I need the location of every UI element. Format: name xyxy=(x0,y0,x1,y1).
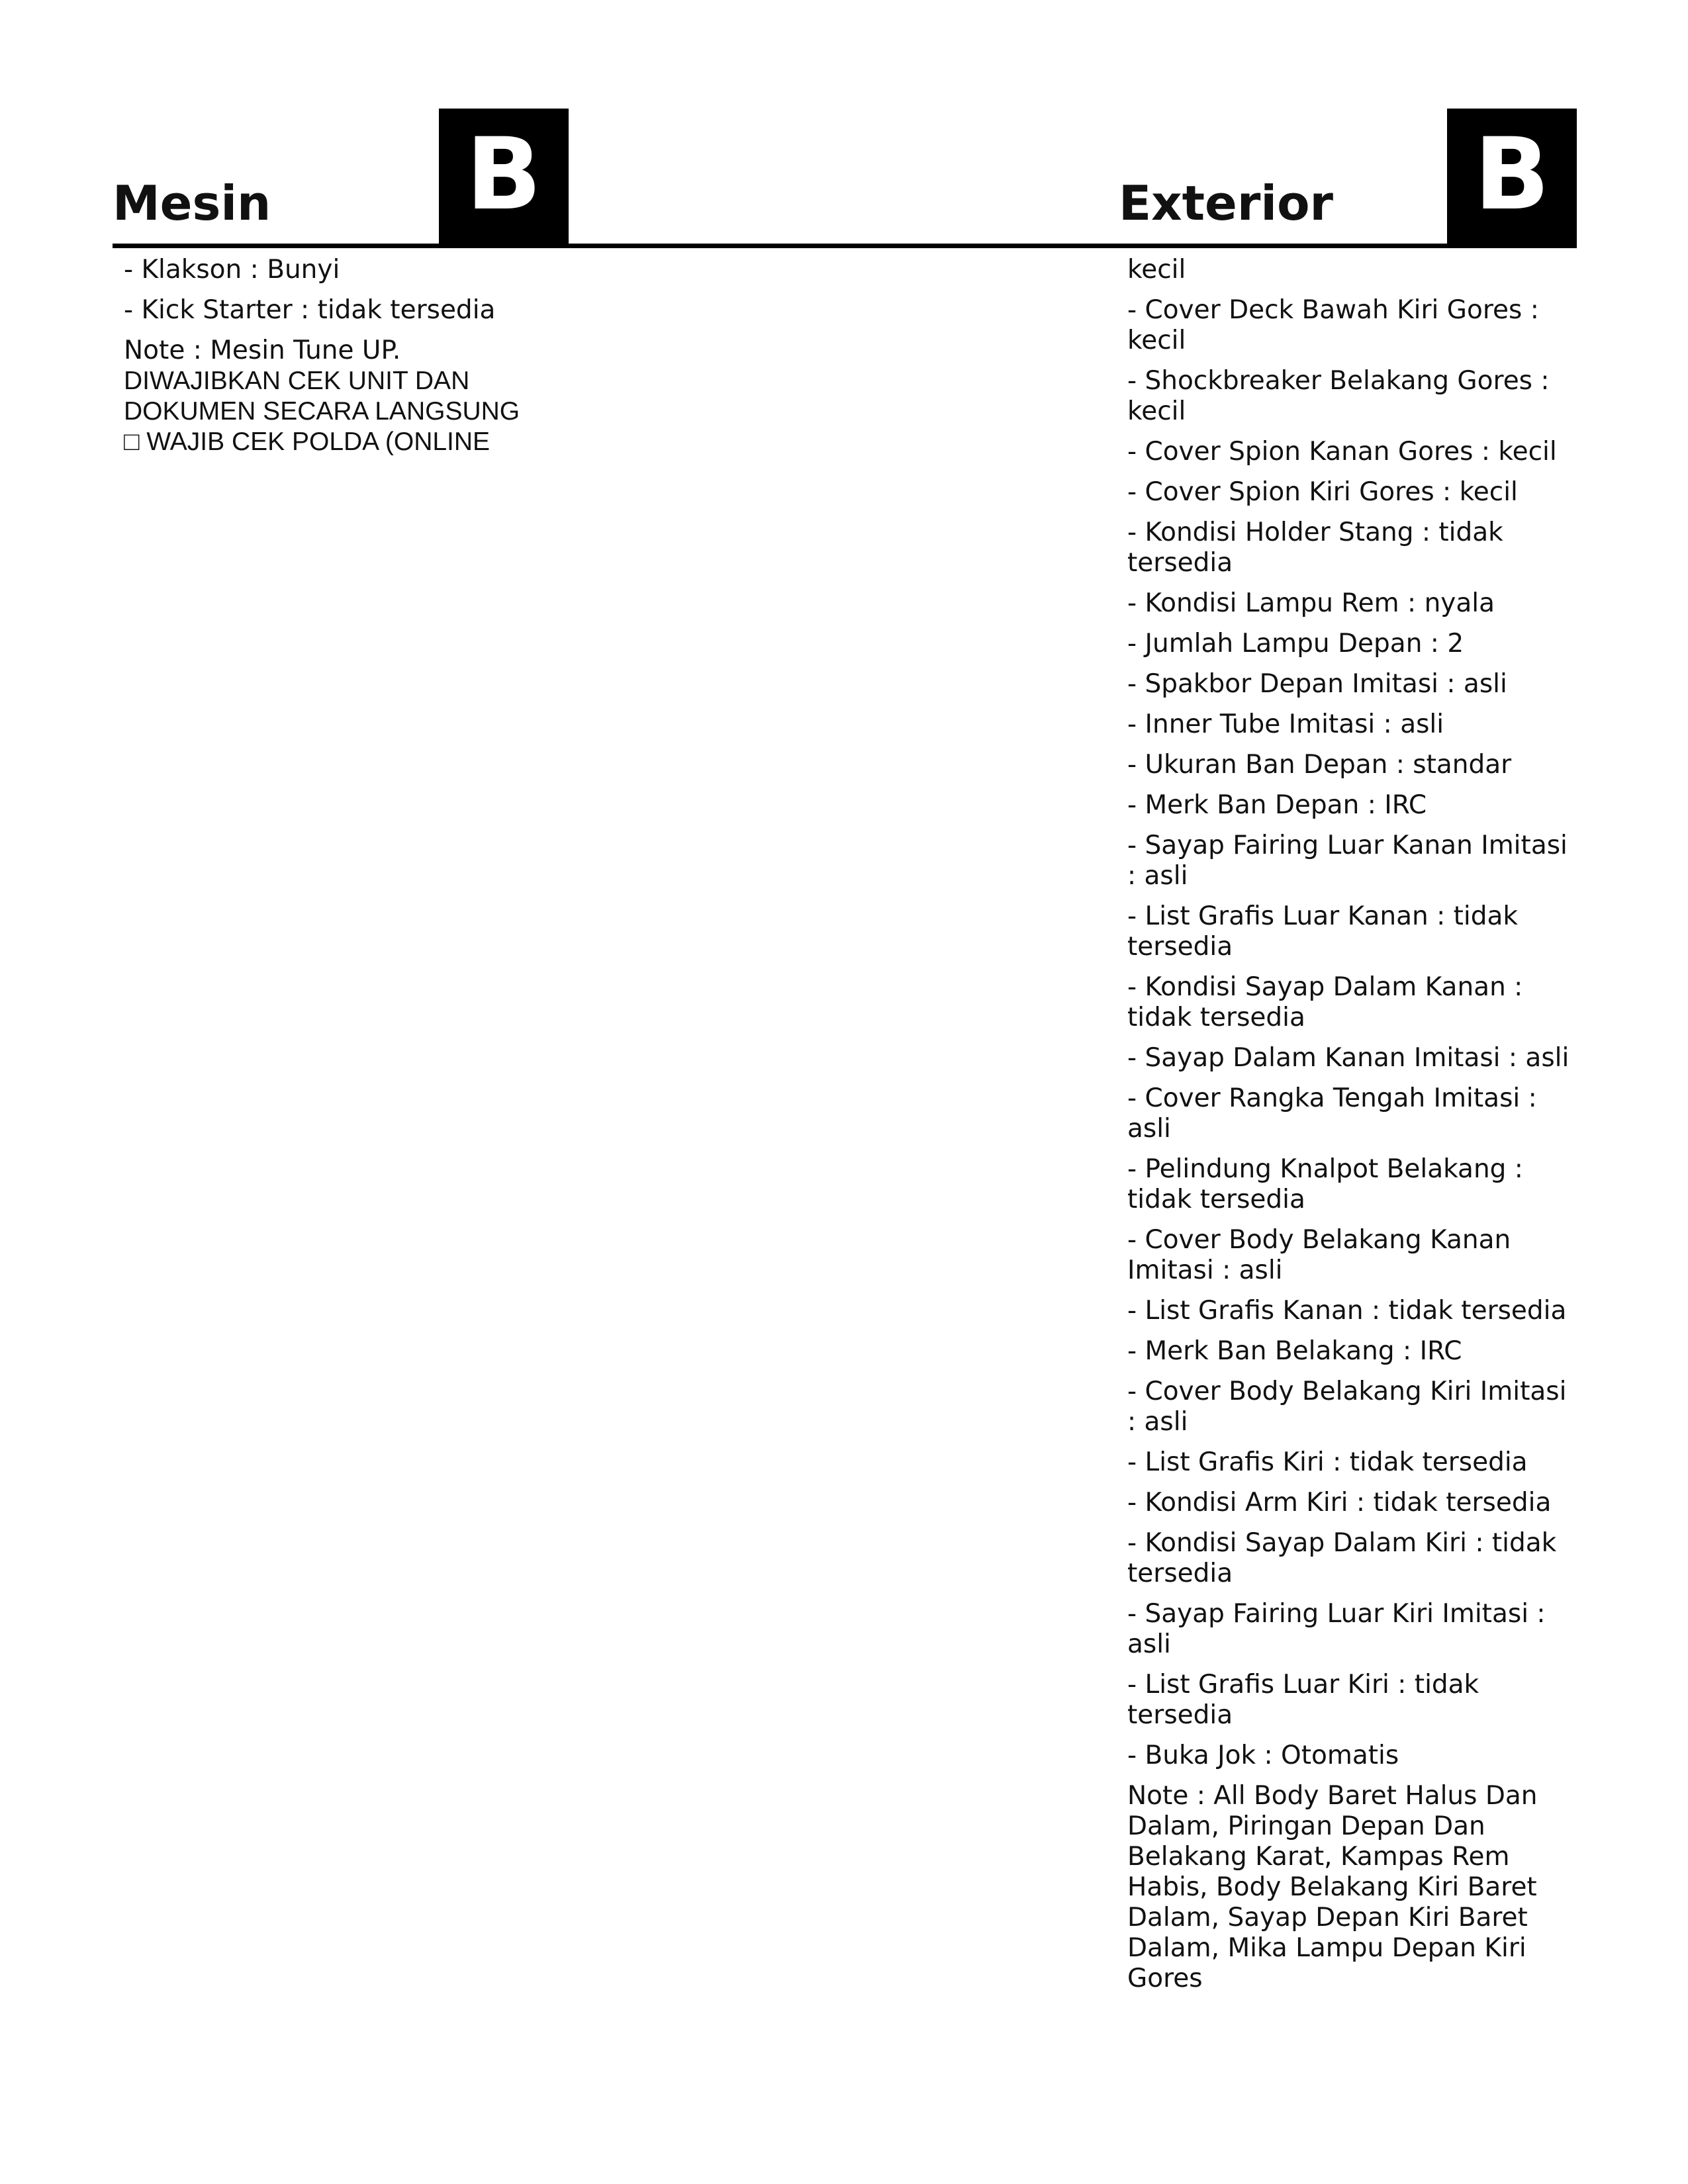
exterior-item: - Sayap Dalam Kanan Imitasi : asli xyxy=(1127,1043,1570,1073)
exterior-item: - Merk Ban Belakang : IRC xyxy=(1127,1336,1462,1366)
exterior-item: - List Grafis Luar Kanan : tidak tersedia xyxy=(1127,901,1518,962)
header-divider xyxy=(113,244,1577,248)
exterior-item: - Merk Ban Depan : IRC xyxy=(1127,790,1427,820)
section-title-mesin: Mesin xyxy=(113,175,271,231)
exterior-item: - Kondisi Sayap Dalam Kiri : tidak tersedia xyxy=(1127,1528,1557,1588)
grade-badge-exterior: B xyxy=(1447,109,1577,245)
exterior-item: - Cover Spion Kiri Gores : kecil xyxy=(1127,477,1518,507)
exterior-note: Note : All Body Baret Halus Dan Dalam, Piringan Depan Dan Belakang Karat, Kampas Rem Habis, Body Belakang Kiri Baret Dalam, Sayap Depan Kiri Baret Dalam, Mika Lampu Depan Kiri Gores xyxy=(1127,1781,1538,1993)
exterior-item: - Cover Deck Bawah Kiri Gores : kecil xyxy=(1127,295,1539,355)
exterior-item: - Ukuran Ban Depan : standar xyxy=(1127,750,1512,780)
exterior-item: - Jumlah Lampu Depan : 2 xyxy=(1127,629,1464,659)
exterior-item: - Spakbor Depan Imitasi : asli xyxy=(1127,669,1507,699)
exterior-item: - List Grafis Kiri : tidak tersedia xyxy=(1127,1447,1528,1477)
exterior-item: - List Grafis Luar Kiri : tidak tersedia xyxy=(1127,1670,1479,1730)
mesin-note-line: Note : Mesin Tune UP. xyxy=(124,336,401,365)
exterior-item: - Buka Jok : Otomatis xyxy=(1127,1741,1399,1770)
exterior-item: - Cover Body Belakang Kiri Imitasi : asli xyxy=(1127,1377,1567,1437)
exterior-item: - Cover Body Belakang Kanan Imitasi : asli xyxy=(1127,1225,1511,1285)
mesin-note-line: DOKUMEN SECARA LANGSUNG xyxy=(124,397,520,426)
exterior-item: - List Grafis Kanan : tidak tersedia xyxy=(1127,1296,1567,1326)
mesin-details xyxy=(124,255,587,457)
exterior-item: kecil xyxy=(1127,255,1186,285)
mesin-item: - Kick Starter : tidak tersedia xyxy=(124,295,496,325)
mesin-note-line: DIWAJIBKAN CEK UNIT DAN xyxy=(124,367,470,395)
exterior-item: - Pelindung Knalpot Belakang : tidak tersedia xyxy=(1127,1154,1523,1214)
exterior-details xyxy=(1127,255,1577,1994)
section-title-exterior: Exterior xyxy=(1119,175,1334,231)
exterior-item: - Sayap Fairing Luar Kiri Imitasi : asli xyxy=(1127,1599,1546,1659)
mesin-item: - Klakson : Bunyi xyxy=(124,255,340,285)
grade-badge-mesin: B xyxy=(439,109,569,245)
exterior-item: - Kondisi Lampu Rem : nyala xyxy=(1127,588,1495,618)
exterior-item: - Shockbreaker Belakang Gores : kecil xyxy=(1127,366,1550,426)
exterior-item: - Cover Rangka Tengah Imitasi : asli xyxy=(1127,1083,1537,1144)
exterior-item: - Kondisi Holder Stang : tidak tersedia xyxy=(1127,518,1503,578)
exterior-item: - Sayap Fairing Luar Kanan Imitasi : asli xyxy=(1127,831,1568,891)
mesin-note xyxy=(124,336,587,457)
exterior-item: - Inner Tube Imitasi : asli xyxy=(1127,709,1444,739)
exterior-item: - Kondisi Sayap Dalam Kanan : tidak tersedia xyxy=(1127,972,1523,1032)
exterior-item: - Cover Spion Kanan Gores : kecil xyxy=(1127,437,1557,467)
exterior-item: - Kondisi Arm Kiri : tidak tersedia xyxy=(1127,1488,1552,1518)
mesin-note-line: □ WAJIB CEK POLDA (ONLINE xyxy=(124,428,491,456)
